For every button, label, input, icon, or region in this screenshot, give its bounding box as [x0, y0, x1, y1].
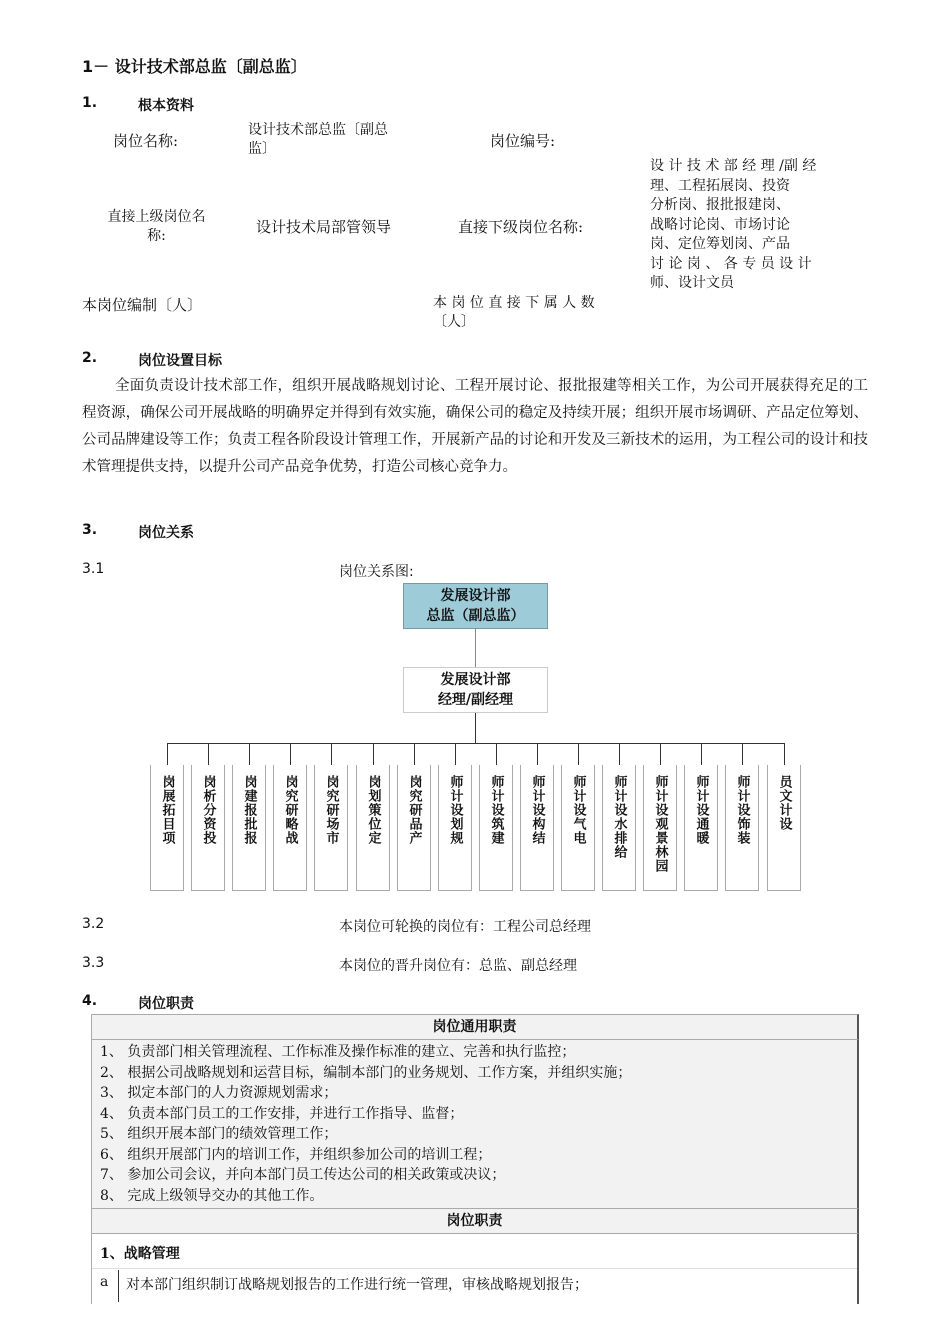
org-leaf-node — [561, 765, 595, 891]
page-title: 1－ 设计技术部总监〔副总监〕 — [82, 57, 307, 76]
section-3-title: 岗位关系 — [138, 525, 194, 541]
general-duty-item: 1、 负责部门相关管理流程、工作标准及操作标准的建立、完善和执行监控； — [100, 1044, 576, 1060]
superior-post-label: 直接上级岗位名 称: — [107, 209, 206, 244]
org-leaf-label: 岗究研品产 — [406, 775, 422, 845]
org-leaf-connector — [331, 743, 332, 765]
org-leaf-connector — [249, 743, 250, 765]
org-leaf-label: 岗究研场市 — [323, 775, 339, 845]
org-leaf-node — [643, 765, 677, 891]
org-leaf-connector — [742, 743, 743, 765]
org-leaf-connector — [455, 743, 456, 765]
goal-paragraph: 全面负责设计技术部工作，组织开展战略规划讨论、工程开展讨论、报批报建等相关工作，为公司开展获得充足的工程资源，确保公司开展战略的明确界定并得到有效实施，确保公司的稳定及持续开展；组织开展市场调研、产品定位筹划、公司品牌建设等工作；负责工程各阶段设计管理工作，开展新产品的讨论和开发及三新技术的运用，为工程公司的设计和技术管理提供支持，以提升公司产品竞争优势，打造公司核心竞争力。 — [82, 378, 868, 475]
section-3-number: 3. — [82, 522, 98, 538]
org-leaf-label: 师计设构结 — [529, 775, 545, 845]
org-leaf-connector — [537, 743, 538, 765]
post-code-label: 岗位编号: — [490, 132, 556, 150]
org-leaf-connector — [701, 743, 702, 765]
relation-chart-label: 岗位关系图: — [339, 564, 414, 580]
general-duty-item: 3、 拟定本部门的人力资源规划需求； — [100, 1085, 338, 1101]
general-duty-item: 7、 参加公司会议，并向本部门员工传达公司的相关政策或决议； — [100, 1167, 506, 1183]
subsection-3-1-number: 3.1 — [82, 561, 105, 577]
org-leaf-connector — [578, 743, 579, 765]
org-connector-top — [475, 629, 476, 667]
org-leaf-connector — [208, 743, 209, 765]
org-leaf-connector — [290, 743, 291, 765]
staff-count-label: 本岗位编制〔人〕 — [82, 296, 203, 314]
subordinate-post-line: 战略讨论岗、市场讨论 — [650, 216, 790, 233]
direct-subordinate-count-label: 本 岗 位 直 接 下 属 人 数 〔人〕 — [433, 295, 595, 330]
org-leaf-node — [479, 765, 513, 891]
section-2-number: 2. — [82, 350, 98, 366]
org-leaf-node — [356, 765, 390, 891]
org-middle-node: 发展设计部 经理/副经理 — [403, 667, 548, 713]
subordinate-post-line: 设 计 技 术 部 经 理 /副 经 — [650, 158, 817, 174]
org-leaf-connector — [619, 743, 620, 765]
org-leaf-connector — [660, 743, 661, 765]
general-duty-header: 岗位通用职责 — [91, 1014, 859, 1040]
org-leaf-node — [397, 765, 431, 891]
org-leaf-node — [438, 765, 472, 891]
section-1-number: 1. — [82, 95, 98, 111]
general-duty-item: 8、 完成上级领导交办的其他工作。 — [100, 1187, 324, 1204]
org-leaf-connector — [373, 743, 374, 765]
subordinate-post-line: 分析岗、报批报建岗、 — [650, 197, 790, 213]
org-leaf-connector — [496, 743, 497, 765]
org-leaf-node — [602, 765, 636, 891]
org-leaf-label: 岗划策位定 — [365, 775, 381, 845]
section-1-title: 根本资料 — [138, 98, 194, 114]
subsection-3-3-number: 3.3 — [82, 955, 105, 971]
org-leaf-label: 师计设水排给 — [611, 775, 627, 859]
org-leaf-label: 岗建报批报 — [241, 775, 257, 845]
org-leaf-label: 师计设筑建 — [488, 775, 504, 845]
org-leaf-label: 岗展拓目项 — [159, 775, 175, 845]
general-duty-item: 2、 根据公司战略规划和运营目标，编制本部门的业务规划、工作方案，并组织实施； — [100, 1064, 632, 1081]
strategy-item-a-label: a — [100, 1274, 109, 1290]
org-leaf-label: 师计设通暖 — [693, 775, 709, 845]
org-leaf-label: 师计设气电 — [570, 775, 586, 845]
specific-duty-body — [91, 1234, 859, 1304]
org-leaf-label: 岗究研略战 — [282, 775, 298, 845]
subordinate-post-label: 直接下级岗位名称: — [458, 218, 584, 236]
org-leaf-label: 岗析分资投 — [200, 775, 216, 845]
subordinate-post-line: 岗、定位筹划岗、产品 — [650, 236, 790, 252]
subordinate-post-line: 理、工程拓展岗、投资 — [650, 177, 790, 194]
section-4-title: 岗位职责 — [138, 996, 194, 1012]
org-leaf-label: 员文计设 — [776, 775, 792, 831]
general-duty-list — [91, 1040, 859, 1208]
org-leaf-connector — [167, 743, 168, 765]
org-leaf-label: 师计设划规 — [447, 775, 463, 845]
org-leaf-node — [273, 765, 307, 891]
strategy-title: 1、战略管理 — [100, 1246, 180, 1262]
superior-post-value: 设计技术局部管领导 — [256, 218, 392, 236]
org-leaf-node — [520, 765, 554, 891]
rotation-posts-text: 本岗位可轮换的岗位有：工程公司总经理 — [339, 919, 591, 935]
org-leaf-node — [232, 765, 266, 891]
general-duty-item: 6、 组织开展部门内的培训工作，并组织参加公司的培训工程； — [100, 1146, 492, 1163]
subordinate-post-line: 师、设计文员 — [650, 275, 734, 291]
post-name-value: 设计技术部总监〔副总 监〕 — [248, 122, 388, 157]
general-duty-item: 4、 负责本部门员工的工作安排，并进行工作指导、监督； — [100, 1105, 464, 1122]
strategy-divider — [92, 1268, 857, 1269]
org-leaf-node — [150, 765, 184, 891]
org-leaf-node — [725, 765, 759, 891]
org-leaf-connector — [784, 743, 785, 765]
promotion-posts-text: 本岗位的晋升岗位有：总监、副总经理 — [339, 958, 577, 974]
duty-table — [91, 1014, 859, 1304]
section-4-number: 4. — [82, 993, 98, 1009]
general-duty-item: 5、 组织开展本部门的绩效管理工作； — [100, 1126, 338, 1142]
subsection-3-2-number: 3.2 — [82, 916, 105, 932]
org-leaf-node — [314, 765, 348, 891]
org-leaf-node — [191, 765, 225, 891]
post-name-label: 岗位名称: — [113, 132, 179, 150]
org-top-node: 发展设计部 总监（副总监） — [403, 583, 548, 629]
section-2-title: 岗位设置目标 — [138, 353, 222, 369]
org-leaf-connector — [414, 743, 415, 765]
org-leaf-label: 师计设观景林园 — [652, 775, 668, 873]
subordinate-post-line: 讨 论 岗 、 各 专 员 设 计 — [650, 255, 812, 272]
org-leaf-node — [684, 765, 718, 891]
org-horizontal-bus — [167, 743, 784, 744]
org-leaf-node — [767, 765, 801, 891]
specific-duty-header: 岗位职责 — [91, 1208, 859, 1234]
strategy-item-a-text: 对本部门组织制订战略规划报告的工作进行统一管理，审核战略规划报告； — [126, 1277, 588, 1293]
org-leaf-label: 师计设饰装 — [734, 775, 750, 845]
org-connector-mid — [475, 713, 476, 743]
strategy-item-separator — [118, 1270, 119, 1302]
